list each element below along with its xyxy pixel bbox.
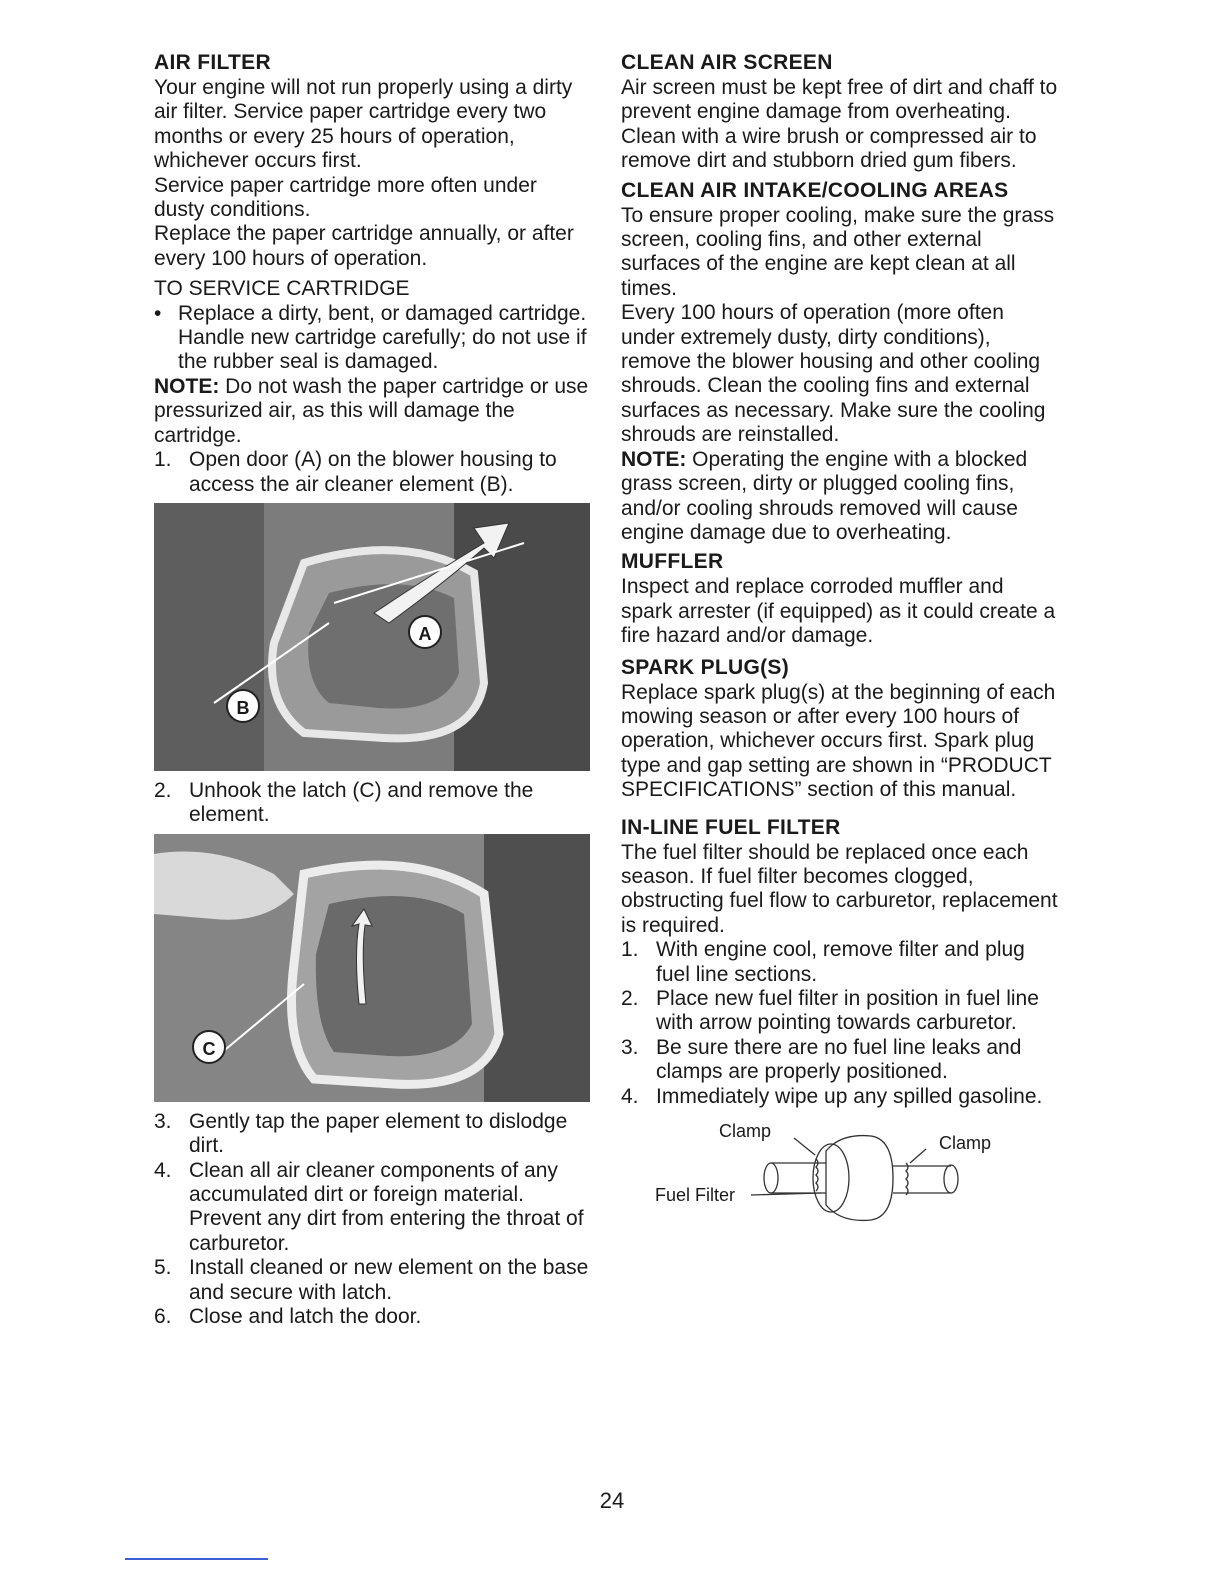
footer-rule — [125, 1558, 268, 1560]
steps-list-b — [154, 779, 590, 828]
fuel-filter-title: IN-LINE FUEL FILTER — [621, 815, 841, 839]
clean-air-screen-title: CLEAN AIR SCREEN — [621, 51, 833, 74]
note-label: NOTE: — [154, 374, 220, 398]
spark-plug-title: SPARK PLUG(S) — [621, 655, 790, 679]
muffler-title: MUFFLER — [621, 550, 724, 574]
muffler-text: Inspect and replace corroded muffler and spark arrester (if equipped) as it could create a fire hazard and/or damage. — [621, 575, 1056, 648]
step-text: Open door (A) on the blower housing to access the air cleaner element (B). — [189, 448, 557, 496]
bullet-item — [154, 302, 590, 375]
intake-cooling-text-2: Every 100 hours of operation (more often under extremely dusty, dirty conditions), remove the blower housing and other cooling shrouds. Clean the cooling fins and external surfaces as necessary. Make sure the cooling shrouds are reinstalled. — [621, 301, 1046, 447]
fuel-filter-label: Fuel Filter — [655, 1185, 736, 1206]
step-text: Be sure there are no fuel line leaks and clamps are properly positioned. — [656, 1035, 1022, 1084]
intake-cooling-title: CLEAN AIR INTAKE/COOLING AREAS — [621, 178, 1009, 202]
step-number: 4. — [154, 1158, 172, 1182]
note-text: Operating the engine with a blocked grass screen, dirty or plugged cooling fins, and/or cooling shrouds removed will cause engine damage due to overheating. — [621, 447, 1028, 544]
right-column — [621, 50, 1059, 1231]
page-number: 24 — [599, 1488, 625, 1513]
list-item — [154, 1305, 590, 1329]
step-number: 5. — [154, 1256, 172, 1280]
note-text: Do not wash the paper cartridge or use pressurized air, as this will damage the cartridge. — [154, 374, 589, 447]
step-number: 1. — [154, 448, 172, 472]
list-item — [621, 987, 1059, 1036]
step-text: Unhook the latch (C) and remove the element. — [189, 778, 534, 827]
fuel-filter-text: The fuel filter should be replaced once each season. If fuel filter becomes clogged, obstructing fuel flow to carburetor, replacement is required. — [621, 840, 1058, 937]
clean-air-screen-text: Air screen must be kept free of dirt and chaff to prevent engine damage from overheating. Clean with a wire brush or compressed air to remove dirt and stubborn dried gum fibers. — [621, 76, 1058, 173]
photo-1-illustration — [154, 503, 590, 771]
list-item — [154, 1110, 590, 1159]
step-text: Gently tap the paper element to dislodge dirt. — [189, 1109, 568, 1158]
step-text: Install cleaned or new element on the base and secure with latch. — [189, 1256, 589, 1304]
intake-cooling-text-1: To ensure proper cooling, make sure the grass screen, cooling fins, and other external surfaces of the engine are kept clean at all times. — [621, 203, 1055, 300]
step-text: With engine cool, remove filter and plug fuel line sections. — [656, 938, 1025, 986]
air-filter-intro-1: Your engine will not run properly using a dirty air filter. Service paper cartridge every two months or every 25 hours of operation, whichever occurs first. — [154, 76, 573, 173]
step-number: 2. — [621, 987, 639, 1010]
step-number: 3. — [154, 1109, 172, 1133]
air-filter-intro-2: Service paper cartridge more often under dusty conditions. — [154, 173, 537, 222]
list-item — [154, 1159, 590, 1257]
list-item — [154, 779, 590, 828]
intake-note-paragraph — [621, 448, 1059, 546]
callout-b: B — [226, 689, 260, 723]
list-item — [154, 1256, 590, 1305]
photo-latch-removal — [154, 834, 590, 1102]
list-item — [154, 448, 590, 497]
step-text: Immediately wipe up any spilled gasoline. — [656, 1084, 1043, 1108]
photo-blower-housing-door — [154, 503, 590, 771]
bullet-mark: • — [154, 301, 162, 325]
fuel-filter-drawing — [621, 1121, 1059, 1231]
note-paragraph — [154, 375, 590, 448]
steps-list-a — [154, 448, 590, 497]
step-text: Close and latch the door. — [189, 1304, 422, 1328]
service-cartridge-heading: TO SERVICE CARTRIDGE — [154, 277, 410, 301]
fuel-filter-figure — [621, 1121, 1059, 1231]
callout-c: C — [192, 1030, 226, 1064]
list-item — [621, 938, 1059, 987]
step-text: Clean all air cleaner components of any accumulated dirt or foreign material. Prevent any dirt from entering the throat of carburetor. — [189, 1158, 584, 1255]
list-item — [621, 1036, 1059, 1085]
step-number: 4. — [621, 1084, 639, 1108]
steps-list-c — [154, 1110, 590, 1330]
step-text: Place new fuel filter in position in fuel line with arrow pointing towards carburetor. — [656, 987, 1039, 1035]
clamp-label-left: Clamp — [719, 1121, 772, 1142]
clamp-label-right: Clamp — [939, 1133, 992, 1154]
step-number: 6. — [154, 1304, 172, 1328]
air-filter-title: AIR FILTER — [154, 51, 271, 74]
spark-plug-text: Replace spark plug(s) at the beginning of each mowing season or after every 100 hours of operation, whichever occurs first. Spark plug type and gap setting are shown in “PRODUCT SPECIFICATIONS” section of this manual. — [621, 680, 1056, 802]
air-filter-intro-3: Replace the paper cartridge annually, or after every 100 hours of operation. — [154, 222, 574, 270]
step-number: 3. — [621, 1035, 639, 1059]
fuel-steps-list — [621, 938, 1059, 1109]
left-column — [154, 50, 590, 1329]
note-label: NOTE: — [621, 447, 687, 471]
step-number: 2. — [154, 778, 172, 802]
callout-a: A — [408, 615, 442, 649]
bullet-text: Replace a dirty, bent, or damaged cartridge. Handle new cartridge carefully; do not use if the rubber seal is damaged. — [178, 301, 587, 374]
list-item — [621, 1085, 1059, 1109]
photo-2-illustration — [154, 834, 590, 1102]
step-number: 1. — [621, 938, 639, 962]
